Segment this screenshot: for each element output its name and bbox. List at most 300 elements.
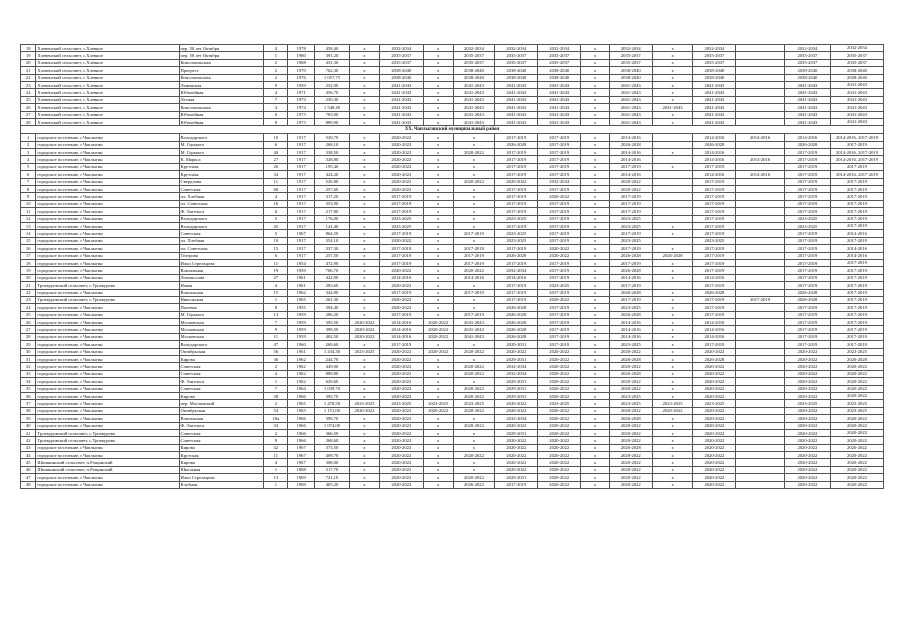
table-cell: 2020-2022 — [453, 348, 495, 355]
table-cell — [736, 452, 784, 459]
street-cell: Ленинская — [179, 81, 264, 88]
table-cell: x — [423, 118, 453, 125]
table-cell: x — [423, 422, 453, 429]
table-cell: 2017-2019 — [784, 178, 830, 185]
table-cell: x — [581, 163, 610, 170]
table-cell: 2020-2022 — [538, 348, 581, 355]
settlement-cell: Хлевенский сельсовет, с.Хлевное — [36, 118, 179, 125]
row-number-cell: 22 — [21, 74, 36, 81]
settlement-cell: Троекуровский сельсовет, с.Троекурово — [36, 429, 179, 436]
street-cell: Вокзальная — [179, 415, 264, 422]
table-cell: x — [350, 96, 380, 103]
table-cell: x — [652, 429, 693, 436]
street-cell: Советская — [179, 437, 264, 444]
table-cell: x — [652, 311, 693, 318]
table-cell: 2020-2022 — [693, 407, 736, 414]
table-cell: 2017-2019 — [609, 296, 652, 303]
street-cell: Ф. Энгельса — [179, 378, 264, 385]
street-cell: Ф. Энгельса — [179, 422, 264, 429]
table-cell: 15 — [264, 245, 288, 252]
street-cell: Комсомольская — [179, 104, 264, 111]
table-cell: x — [453, 237, 495, 244]
table-cell: x — [453, 171, 495, 178]
table-cell — [736, 222, 784, 229]
table-row — [21, 178, 884, 185]
row-number-cell: 24 — [21, 89, 36, 96]
table-cell: x — [652, 296, 693, 303]
table-cell: x — [652, 163, 693, 170]
settlement-cell: Троекуровский сельсовет, с.Троекурово — [36, 296, 179, 303]
table-cell: x — [581, 96, 610, 103]
table-cell: 2020-2022 — [379, 481, 423, 488]
table-cell — [736, 400, 784, 407]
row-number-cell: 27 — [21, 326, 36, 333]
table-cell: x — [423, 81, 453, 88]
table-cell: 5 — [264, 215, 288, 222]
table-cell: 2020-2022 — [693, 392, 736, 399]
table-cell: 1917 — [288, 171, 314, 178]
table-cell: 2023-2025 — [609, 237, 652, 244]
table-cell: 2020-2022 — [538, 392, 581, 399]
table-cell: 2014-2016 — [609, 149, 652, 156]
settlement-cell: городское поселение, г.Чаплыгин — [36, 370, 179, 377]
table-cell: 2026-2028 — [609, 370, 652, 377]
table-cell: 2020-2022 — [693, 459, 736, 466]
table-cell: 2035-2037 — [693, 52, 736, 59]
row-number-cell: 33 — [21, 370, 36, 377]
settlement-cell: Хлевенский сельсовет, с.Хлевное — [36, 111, 179, 118]
table-cell: 2 — [264, 363, 288, 370]
table-cell: 1959 — [288, 326, 314, 333]
table-cell: 2017-2019 — [784, 237, 830, 244]
table-cell: 2020-2022 — [379, 407, 423, 414]
table-cell: 2017-2019 — [784, 282, 830, 289]
table-cell: 2020-2022 — [609, 459, 652, 466]
table-cell: 1 — [264, 378, 288, 385]
table-cell: 2017-2019 — [693, 222, 736, 229]
table-cell: 2032-2034 — [831, 45, 884, 52]
table-cell: 250,30 — [314, 96, 349, 103]
table-cell: 2041-2043 — [784, 89, 830, 96]
table-cell: 2020-2022 — [609, 186, 652, 193]
table-cell: 2017-2019 — [538, 319, 581, 326]
table-cell: 8 — [264, 118, 288, 125]
row-number-cell: 30 — [21, 348, 36, 355]
table-cell: x — [423, 444, 453, 451]
table-cell: 2020-2022 — [538, 407, 581, 414]
table-cell: 2017-2019 — [831, 341, 884, 348]
table-cell: 2020-2022 — [495, 400, 538, 407]
settlement-cell: городское поселение, г.Чаплыгин — [36, 481, 179, 488]
table-cell: x — [453, 378, 495, 385]
table-cell: x — [581, 245, 610, 252]
table-cell: 431,30 — [314, 59, 349, 66]
row-number-cell: 11 — [21, 208, 36, 215]
table-row — [21, 141, 884, 148]
table-cell — [736, 378, 784, 385]
table-cell: 338,50 — [314, 149, 349, 156]
table-cell: 2032-2034 — [538, 178, 581, 185]
table-row — [21, 118, 884, 125]
table-cell: 391,20 — [314, 52, 349, 59]
street-cell: К. Маркса — [179, 156, 264, 163]
table-cell: x — [350, 237, 380, 244]
table-cell: 2020-2022 — [609, 481, 652, 488]
table-cell: 2026-2028 — [693, 289, 736, 296]
table-cell: 2017-2019 — [831, 178, 884, 185]
table-cell: 2038-2040 — [609, 74, 652, 81]
table-cell: 2017-2019 — [784, 208, 830, 215]
table-cell: 762,30 — [314, 67, 349, 74]
table-cell: 2017-2019 — [693, 230, 736, 237]
table-cell: 2020-2022 — [652, 407, 693, 414]
table-cell: x — [652, 81, 693, 88]
table-cell: 2020-2022 — [379, 437, 423, 444]
table-cell: 317,70 — [314, 466, 349, 473]
table-cell — [736, 245, 784, 252]
table-cell: 2023-2025 — [538, 282, 581, 289]
table-cell: 2017-2019 — [538, 326, 581, 333]
table-cell: 2017-2019 — [831, 267, 884, 274]
table-cell: 2032-2034 — [495, 370, 538, 377]
table-cell: 2035-2037 — [453, 59, 495, 66]
street-cell: Московская — [179, 326, 264, 333]
table-cell: 889,80 — [314, 370, 349, 377]
table-cell: x — [652, 111, 693, 118]
table-cell: x — [350, 459, 380, 466]
table-cell: 2020-2022 — [379, 452, 423, 459]
street-cell: Свердлова — [179, 178, 264, 185]
table-cell: 2017-2019 — [379, 200, 423, 207]
table-cell: 2023-2025 — [831, 407, 884, 414]
table-cell: x — [423, 134, 453, 141]
table-row — [21, 81, 884, 88]
table-cell — [736, 356, 784, 363]
settlement-cell: городское поселение, г.Чаплыгин — [36, 333, 179, 340]
row-number-cell: 35 — [21, 385, 36, 392]
table-cell: 2035-2037 — [693, 59, 736, 66]
table-cell: 4 — [264, 459, 288, 466]
street-cell: Ильи Стрельцова — [179, 474, 264, 481]
table-cell: 2017-2019 — [538, 215, 581, 222]
table-cell: x — [350, 289, 380, 296]
table-cell — [736, 341, 784, 348]
street-cell: Московская — [179, 319, 264, 326]
table-cell — [736, 474, 784, 481]
table-cell: 2041-2043 — [453, 81, 495, 88]
table-cell: 2023-2025 — [453, 400, 495, 407]
row-number-cell: 8 — [21, 186, 36, 193]
table-cell: x — [350, 378, 380, 385]
table-cell: 2020-2022 — [784, 474, 830, 481]
table-cell: x — [652, 149, 693, 156]
table-cell: 2014-2016, 2017-2019 — [831, 134, 884, 141]
table-cell: 1967 — [288, 230, 314, 237]
table-cell: 1966 — [288, 422, 314, 429]
table-row — [21, 296, 884, 303]
table-row — [21, 422, 884, 429]
table-row — [21, 274, 884, 281]
table-cell: x — [350, 193, 380, 200]
street-cell: Крутская — [179, 171, 264, 178]
table-cell: x — [350, 200, 380, 207]
table-cell: x — [453, 437, 495, 444]
table-row — [21, 282, 884, 289]
row-number-cell: 21 — [21, 67, 36, 74]
table-cell: 2020-2022 — [784, 348, 830, 355]
table-cell: 529,70 — [314, 134, 349, 141]
table-cell: 2017-2019 — [379, 311, 423, 318]
table-cell: x — [453, 134, 495, 141]
table-cell — [736, 111, 784, 118]
table-cell: 2026-2028 — [495, 319, 538, 326]
table-cell: 2020-2022 — [693, 466, 736, 473]
row-number-cell: 1 — [21, 134, 36, 141]
row-number-cell: 42 — [21, 437, 36, 444]
table-cell: 7 — [264, 319, 288, 326]
table-cell: 2017-2019 — [693, 178, 736, 185]
table-cell: 2032-2034 — [495, 45, 538, 52]
table-cell: x — [350, 89, 380, 96]
table-cell: x — [350, 215, 380, 222]
table-cell: 2017-2019 — [453, 311, 495, 318]
table-cell: 2020-2022 — [495, 459, 538, 466]
table-row — [21, 259, 884, 266]
table-cell — [736, 289, 784, 296]
table-cell: x — [652, 444, 693, 451]
table-cell: 2017-2019 — [784, 200, 830, 207]
settlement-cell: городское поселение, г.Чаплыгин — [36, 267, 179, 274]
table-cell: 54 — [264, 407, 288, 414]
table-cell: 2020-2022 — [423, 326, 453, 333]
table-cell: x — [453, 215, 495, 222]
table-cell: 2020-2022 — [379, 415, 423, 422]
table-cell: x — [423, 289, 453, 296]
table-cell: 721,10 — [314, 474, 349, 481]
table-cell: 2026-2028 — [609, 415, 652, 422]
table-cell: 2020-2022 — [379, 178, 423, 185]
street-cell: Крутская — [179, 163, 264, 170]
table-cell: 2 — [264, 400, 288, 407]
table-cell: 2020-2022 — [693, 444, 736, 451]
table-cell: 2020-2022 — [379, 444, 423, 451]
table-cell: 2020-2022 — [784, 370, 830, 377]
table-cell: x — [423, 282, 453, 289]
settlement-cell: городское поселение, г.Чаплыгин — [36, 200, 179, 207]
settlement-cell: городское поселение, г.Чаплыгин — [36, 156, 179, 163]
table-cell: 2014-2016, 2017-2019 — [831, 156, 884, 163]
table-cell — [652, 141, 693, 148]
table-row — [21, 311, 884, 318]
table-cell: 1 039,70 — [314, 385, 349, 392]
table-cell: 2017-2019 — [693, 245, 736, 252]
table-cell: 2017-2019 — [831, 304, 884, 311]
table-cell: x — [350, 74, 380, 81]
street-cell: пер. 50 лет Октября — [179, 52, 264, 59]
table-cell: 2020-2022 — [784, 437, 830, 444]
table-cell: x — [423, 215, 453, 222]
table-cell: x — [581, 341, 610, 348]
table-cell — [736, 481, 784, 488]
table-cell: 2014-2016 — [609, 274, 652, 281]
street-cell: пл. Советская — [179, 200, 264, 207]
table-cell: 2035-2037 — [609, 59, 652, 66]
table-cell — [736, 282, 784, 289]
table-cell: 4 — [264, 45, 288, 52]
table-cell: 2035-2037 — [538, 59, 581, 66]
table-cell: x — [350, 111, 380, 118]
table-cell: 2026-2028 — [652, 252, 693, 259]
table-cell — [736, 230, 784, 237]
table-cell: 2017-2019 — [784, 341, 830, 348]
table-cell: 1 074,00 — [314, 422, 349, 429]
table-cell: 2041-2043 — [831, 81, 884, 88]
table-cell: 1917 — [288, 193, 314, 200]
table-row — [21, 378, 884, 385]
table-cell: 2020-2022 — [693, 415, 736, 422]
table-cell: x — [423, 89, 453, 96]
table-cell: 2017-2019 — [693, 282, 736, 289]
table-cell — [652, 200, 693, 207]
table-cell: 2020-2022 — [538, 385, 581, 392]
row-number-cell: 41 — [21, 429, 36, 436]
street-cell: Советская — [179, 429, 264, 436]
table-row — [21, 400, 884, 407]
table-cell: x — [581, 118, 610, 125]
row-number-cell: 27 — [21, 111, 36, 118]
table-cell: 2041-2043 — [538, 111, 581, 118]
table-cell: 2020-2022 — [379, 378, 423, 385]
table-cell: 2023-2025 — [538, 400, 581, 407]
table-cell: 2041-2043 — [609, 89, 652, 96]
table-cell: 2014-2016 — [831, 245, 884, 252]
table-cell: x — [581, 81, 610, 88]
table-cell: 2017-2019 — [379, 193, 423, 200]
table-cell: 257,60 — [314, 186, 349, 193]
table-row — [21, 163, 884, 170]
table-cell — [652, 186, 693, 193]
table-cell: x — [652, 74, 693, 81]
table-cell: x — [423, 111, 453, 118]
table-cell: 2041-2043 — [379, 96, 423, 103]
table-cell: 2041-2043 — [831, 104, 884, 111]
table-cell: x — [652, 466, 693, 473]
row-number-cell: 17 — [21, 252, 36, 259]
table-row — [21, 304, 884, 311]
table-cell: 261,30 — [314, 296, 349, 303]
table-cell: 2017-2019 — [831, 200, 884, 207]
table-cell: 2041-2043 — [652, 104, 693, 111]
street-cell: Володарского — [179, 215, 264, 222]
table-cell: 1967 — [288, 444, 314, 451]
table-row — [21, 208, 884, 215]
table-cell: 244,70 — [314, 356, 349, 363]
table-cell: 2020-2022 — [379, 370, 423, 377]
street-cell: Советская — [179, 370, 264, 377]
table-cell: 2020-2022 — [831, 481, 884, 488]
table-cell: x — [423, 222, 453, 229]
table-cell: 2026-2028 — [495, 333, 538, 340]
table-cell: 2041-2043 — [609, 96, 652, 103]
table-cell: 2017-2019 — [538, 230, 581, 237]
table-cell: 2014-2016, 2017-2019 — [831, 149, 884, 156]
table-cell: 344,80 — [314, 289, 349, 296]
table-row — [21, 333, 884, 340]
table-cell: 5 — [264, 230, 288, 237]
table-cell: 2020-2022 — [693, 429, 736, 436]
table-cell: 2038-2040 — [831, 67, 884, 74]
table-cell: 11 — [264, 333, 288, 340]
table-cell: x — [350, 252, 380, 259]
table-cell: 2017-2019 — [538, 134, 581, 141]
table-cell — [736, 407, 784, 414]
table-cell — [736, 363, 784, 370]
table-row — [21, 348, 884, 355]
table-cell: 2 — [264, 59, 288, 66]
table-cell: x — [453, 186, 495, 193]
row-number-cell: 46 — [21, 466, 36, 473]
table-row — [21, 356, 884, 363]
street-cell: М. Горького — [179, 149, 264, 156]
table-cell: 2020-2022 — [453, 149, 495, 156]
table-cell: 2026-2028 — [495, 141, 538, 148]
table-cell: 2038-2040 — [495, 74, 538, 81]
table-cell: 2020-2022 — [379, 163, 423, 170]
table-cell: x — [581, 171, 610, 178]
table-row — [21, 466, 884, 473]
table-cell: x — [581, 45, 610, 52]
table-cell: 1959 — [288, 333, 314, 340]
table-cell: 2014-2016 — [379, 333, 423, 340]
table-cell: 1975 — [288, 118, 314, 125]
table-cell: 2041-2043 — [538, 81, 581, 88]
table-cell: 2023-2025 — [784, 400, 830, 407]
table-cell — [652, 208, 693, 215]
table-cell: x — [652, 385, 693, 392]
settlement-cell: городское поселение, г.Чаплыгин — [36, 452, 179, 459]
table-cell: x — [423, 74, 453, 81]
table-cell: 2017-2019 — [784, 245, 830, 252]
table-cell: x — [423, 356, 453, 363]
table-cell: 1967 — [288, 452, 314, 459]
street-cell: Московская — [179, 333, 264, 340]
table-cell: 2020-2022 — [495, 348, 538, 355]
table-cell: 6 — [264, 111, 288, 118]
table-cell: 2014-2016 — [693, 171, 736, 178]
table-cell: 2032-2034 — [538, 45, 581, 52]
table-cell: 1961 — [288, 348, 314, 355]
table-cell: 2017-2019 — [784, 311, 830, 318]
table-cell: 2020-2022 — [538, 245, 581, 252]
table-cell: 2020-2022 — [784, 429, 830, 436]
table-cell: 2017-2019 — [453, 252, 495, 259]
row-number-cell: 12 — [21, 215, 36, 222]
table-cell: x — [581, 415, 610, 422]
row-number-cell: 44 — [21, 452, 36, 459]
table-cell: x — [581, 474, 610, 481]
row-number-cell: 15 — [21, 237, 36, 244]
table-cell: x — [581, 104, 610, 111]
table-row — [21, 370, 884, 377]
table-cell: x — [581, 296, 610, 303]
table-cell: x — [423, 474, 453, 481]
table-cell: x — [581, 230, 610, 237]
table-cell: 2038-2040 — [453, 67, 495, 74]
table-cell: 2041-2043 — [538, 118, 581, 125]
table-cell: x — [652, 45, 693, 52]
table-cell: x — [350, 296, 380, 303]
table-cell — [736, 141, 784, 148]
